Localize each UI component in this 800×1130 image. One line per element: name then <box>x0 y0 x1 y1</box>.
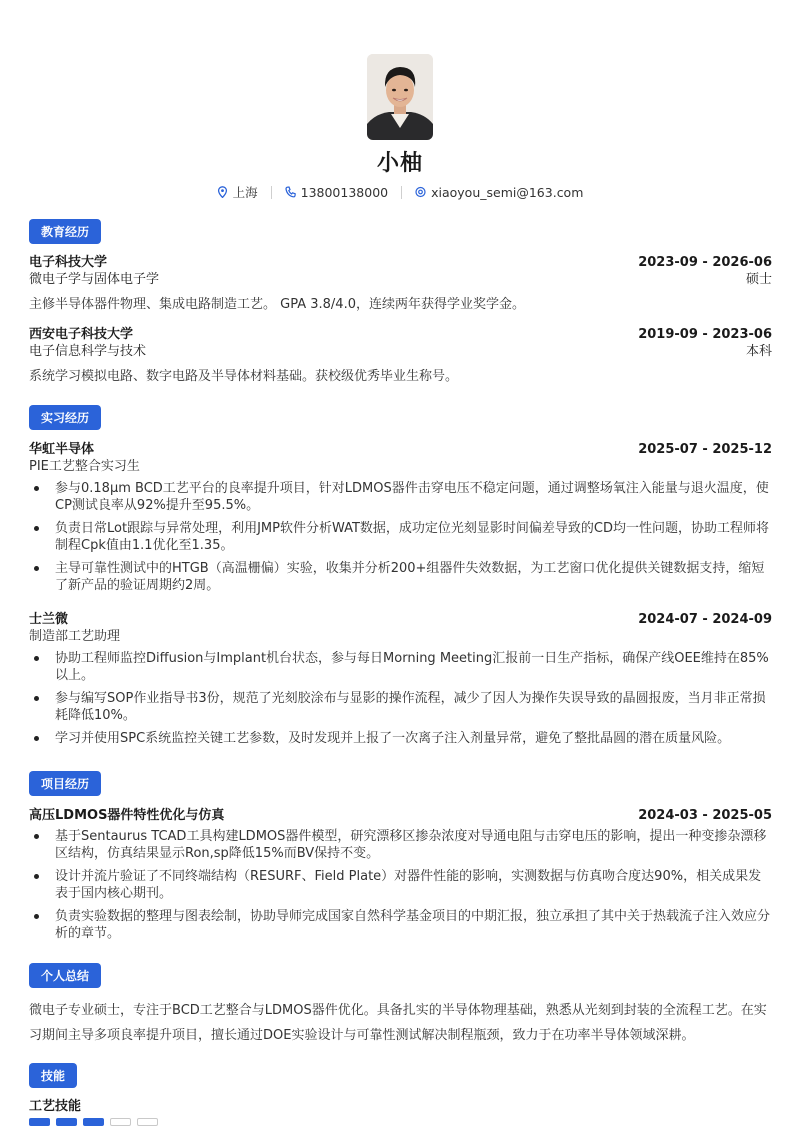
candidate-name: 小柚 <box>376 151 423 176</box>
project-dates: 2024-03 - 2025-05 <box>638 808 772 823</box>
company-name: 士兰微 <box>29 612 69 627</box>
skill-name: 工艺技能 <box>29 1099 82 1114</box>
major: 电子信息科学与技术 <box>29 344 147 359</box>
skill-level-filled <box>83 1118 104 1126</box>
section-badge-skills: 技能 <box>29 1063 77 1088</box>
skill-level-empty <box>110 1118 131 1126</box>
avatar-photo <box>367 54 433 140</box>
list-item: 基于Sentaurus TCAD工具构建LDMOS器件模型，研究漂移区掺杂浓度对导通电阻与击穿电压的影响，提出一种变掺杂漂移区结构，仿真结果显示Ron,sp降低15%而BV保持不变。 <box>29 828 772 862</box>
education-dates: 2019-09 - 2023-06 <box>638 327 772 342</box>
list-item: 负责日常Lot跟踪与异常处理，利用JMP软件分析WAT数据，成功定位光刻显影时间偏差导致的CD均一性问题，协助工程师将制程Cpk值由1.1优化至1.35。 <box>29 520 772 554</box>
at-sign-icon <box>415 186 426 198</box>
location-text: 上海 <box>232 185 258 200</box>
email-item[interactable] <box>415 185 583 200</box>
list-item: 负责实验数据的整理与图表绘制，协助导师完成国家自然科学基金项目的中期汇报，独立承担了其中关于热载流子注入效应分析的章节。 <box>29 908 772 942</box>
section-badge-education: 教育经历 <box>29 219 101 244</box>
divider <box>271 186 272 199</box>
internship-role: PIE工艺整合实习生 <box>29 459 140 474</box>
internship-1-bullets <box>29 480 772 594</box>
skill-level-filled <box>29 1118 50 1126</box>
contact-bar <box>0 183 800 201</box>
section-badge-internship: 实习经历 <box>29 405 101 430</box>
section-badge-summary: 个人总结 <box>29 963 101 988</box>
location-pin-icon <box>217 186 228 198</box>
email-text[interactable]: xiaoyou_semi@163.com <box>431 184 584 200</box>
education-desc: 主修半导体器件物理、集成电路制造工艺。 GPA 3.8/4.0，连续两年获得学业奖学金。 <box>29 297 525 312</box>
project-1-bullets <box>29 828 772 942</box>
section-badge-project: 项目经历 <box>29 771 101 796</box>
summary-text: 微电子专业硕士，专注于BCD工艺整合与LDMOS器件优化。具备扎实的半导体物理基础，熟悉从光刻到封装的全流程工艺。在实习期间主导多项良率提升项目，擅长通过DOE实验设计与可靠性测试解决制程瓶颈，致力于在功率半导体领域深耕。 <box>29 1003 767 1043</box>
company-name: 华虹半导体 <box>29 442 95 457</box>
education-dates: 2023-09 - 2026-06 <box>638 255 772 270</box>
major: 微电子学与固体电子学 <box>29 272 160 287</box>
list-item: 参与0.18μm BCD工艺平台的良率提升项目，针对LDMOS器件击穿电压不稳定问题，通过调整场氧注入能量与退火温度，使CP测试良率从92%提升至95.5%。 <box>29 480 772 514</box>
skill-level-bar <box>29 1118 158 1126</box>
list-item: 协助工程师监控Diffusion与Implant机台状态，参与每日Morning Meeting汇报前一日生产指标，确保产线OEE维持在85%以上。 <box>29 650 772 684</box>
list-item: 设计并流片验证了不同终端结构（RESURF、Field Plate）对器件性能的影响，实测数据与仿真吻合度达90%，相关成果发表于国内核心期刊。 <box>29 868 772 902</box>
school-name: 西安电子科技大学 <box>29 327 134 342</box>
internship-2-bullets <box>29 650 772 747</box>
internship-dates: 2024-07 - 2024-09 <box>638 612 772 627</box>
list-item: 学习并使用SPC系统监控关键工艺参数，及时发现并上报了一次离子注入剂量异常，避免了整批晶圆的潜在质量风险。 <box>29 730 772 747</box>
project-title: 高压LDMOS器件特性优化与仿真 <box>29 808 225 823</box>
location-item <box>217 183 258 201</box>
skill-level-filled <box>56 1118 77 1126</box>
phone-item <box>285 185 388 200</box>
skill-level-empty <box>137 1118 158 1126</box>
education-desc: 系统学习模拟电路、数字电路及半导体材料基础。获校级优秀毕业生称号。 <box>29 369 459 384</box>
internship-dates: 2025-07 - 2025-12 <box>638 442 772 457</box>
internship-role: 制造部工艺助理 <box>29 629 121 644</box>
avatar <box>367 54 433 140</box>
school-name: 电子科技大学 <box>29 255 108 270</box>
degree: 硕士 <box>745 272 772 287</box>
list-item: 参与编写SOP作业指导书3份，规范了光刻胶涂布与显影的操作流程，减少了因人为操作失误导致的晶圆报废，当月非正常损耗降低10%。 <box>29 690 772 724</box>
phone-text: 13800138000 <box>300 184 389 200</box>
phone-icon <box>285 186 296 198</box>
divider <box>401 186 402 199</box>
degree: 本科 <box>745 344 772 359</box>
list-item: 主导可靠性测试中的HTGB（高温栅偏）实验，收集并分析200+组器件失效数据，为工艺窗口优化提供关键数据支持，缩短了新产品的验证周期约2周。 <box>29 560 772 594</box>
